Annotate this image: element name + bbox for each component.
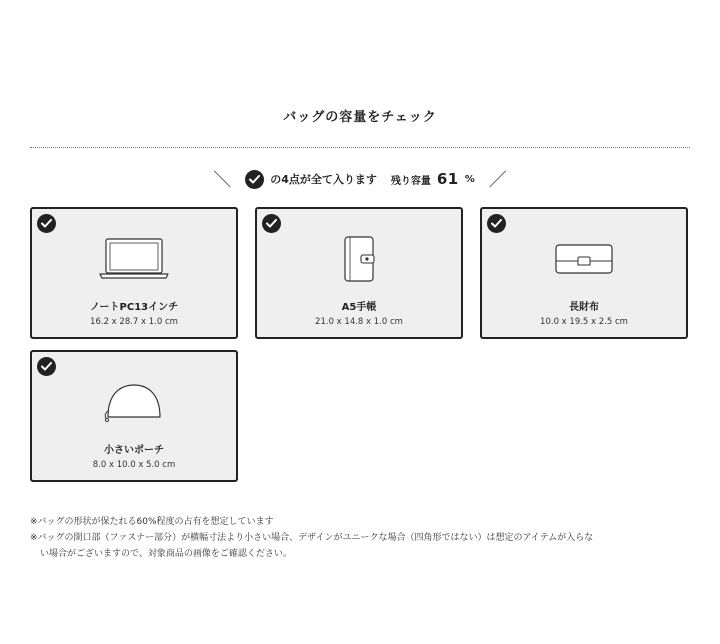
item-name: ノートPC13インチ [89, 302, 179, 313]
notebook-icon [257, 231, 461, 287]
item-card-pouch [30, 350, 238, 482]
note-line: ※バッグの開口部（ファスナー部分）が横幅寸法より小さい場合、デザインがユニークな場合（四角形ではない）は想定のアイテムが入らな [30, 533, 594, 543]
slash-right: ／ [488, 170, 507, 191]
dotted-divider [30, 147, 690, 148]
page-title: バッグの容量をチェック [283, 110, 437, 125]
capacity-summary [0, 166, 720, 192]
wallet-icon [482, 231, 686, 287]
pouch-icon [32, 374, 236, 430]
item-name: 長財布 [569, 302, 599, 313]
notes [30, 514, 690, 562]
fit-count-text: の4点が全て入ります [270, 173, 377, 186]
slash-left: ＼ [213, 170, 232, 191]
item-dimensions: 21.0 x 14.8 x 1.0 cm [315, 317, 403, 327]
item-name: A5手帳 [341, 302, 377, 313]
item-card-laptop [30, 207, 238, 339]
item-name: 小さいポーチ [104, 445, 164, 456]
item-card-wallet [480, 207, 688, 339]
laptop-icon [32, 231, 236, 287]
check-icon [245, 170, 264, 189]
item-card-notebook [255, 207, 463, 339]
note-line: ※バッグの形状が保たれる60%程度の占有を想定しています [30, 517, 274, 527]
item-dimensions: 10.0 x 19.5 x 2.5 cm [540, 317, 628, 327]
remaining-capacity-value: 61 [436, 170, 459, 188]
item-dimensions: 16.2 x 28.7 x 1.0 cm [90, 317, 178, 327]
remaining-capacity-label: 残り容量 [390, 175, 431, 187]
note-line: い場合がございますので、対象商品の画像をご確認ください。 [40, 549, 292, 559]
item-dimensions: 8.0 x 10.0 x 5.0 cm [92, 460, 176, 470]
remaining-capacity-unit: % [464, 173, 475, 185]
